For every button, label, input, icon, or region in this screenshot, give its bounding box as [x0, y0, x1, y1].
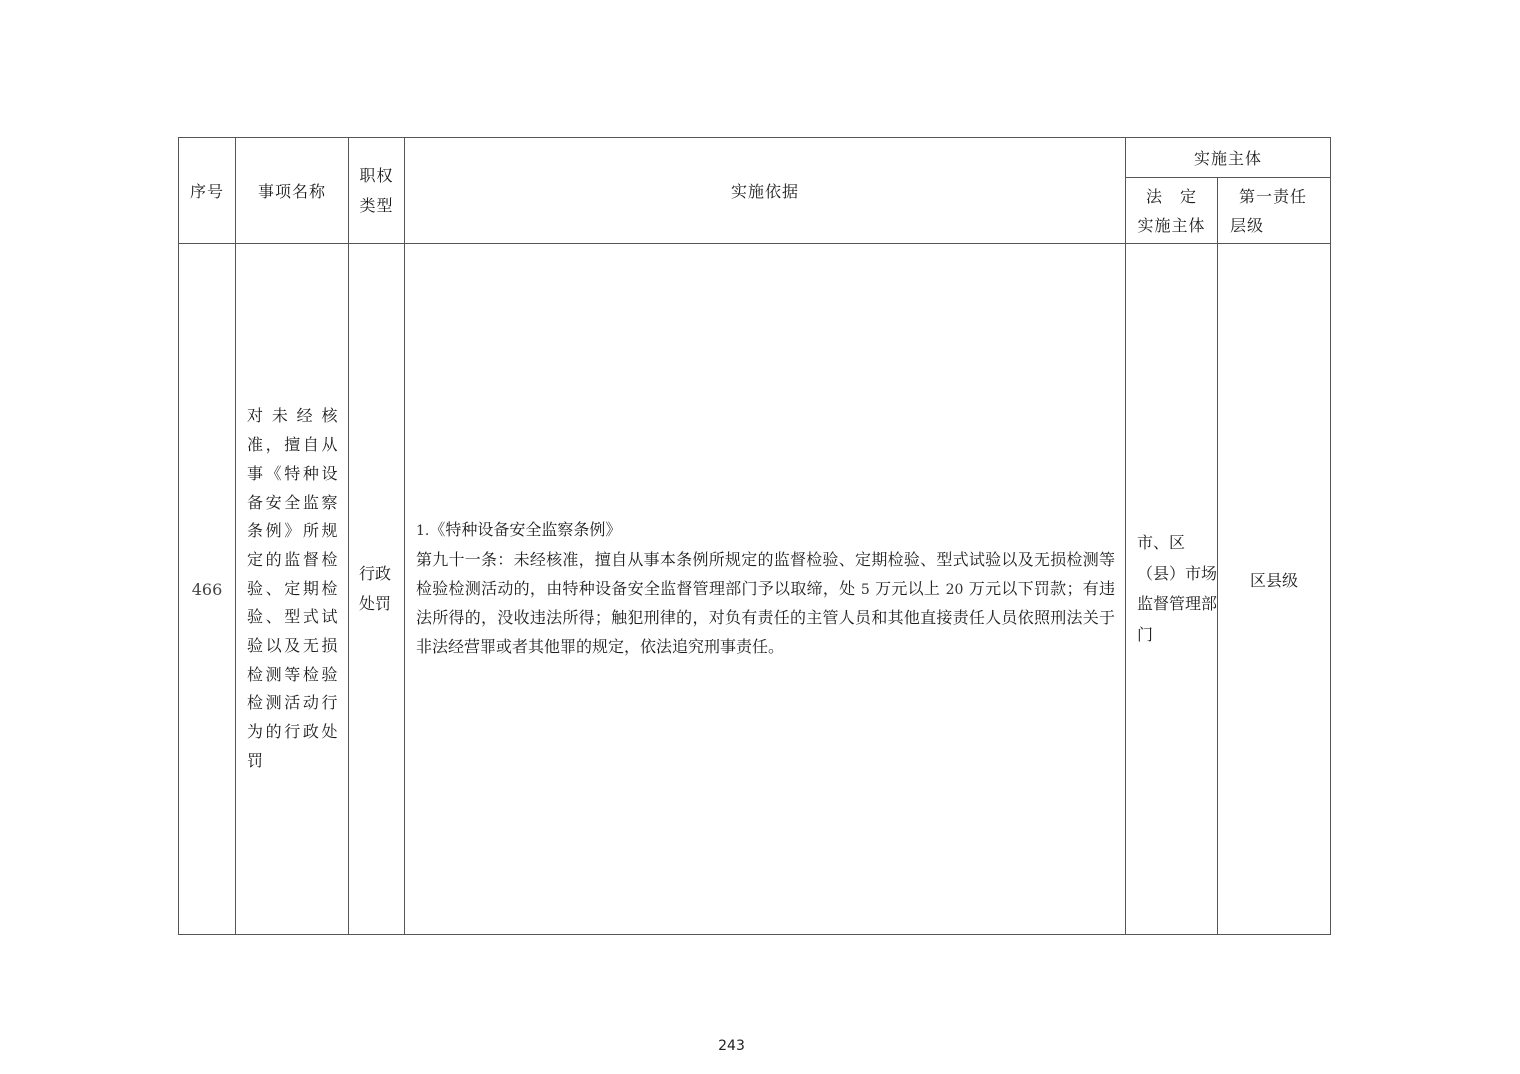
header-basis: 实施依据 [405, 138, 1126, 244]
page-number: 243 [718, 1038, 745, 1054]
row-item-name: 对未经核准，擅自从事《特种设备安全监察条例》所规定的监督检验、定期检验、型式试验以及无损检测等检验检测活动行为的行政处罚 [236, 244, 349, 935]
row-legal-subject: 市、区（县）市场监督管理部门 [1126, 244, 1218, 935]
header-first-level-line1: 第一责任 [1239, 186, 1308, 206]
header-first-level [1218, 178, 1331, 244]
basis-law-name: 《特种设备安全监察条例》 [429, 520, 622, 539]
basis-text-part2: 万元以上 [875, 578, 941, 598]
basis-text-part1: 第九十一条：未经核准，擅自从事本条例所规定的监督检验、定期检验、型式试验以及无损检测等检验检测活动的，由特种设备安全监督管理部门予以取缔，处 [416, 549, 1115, 598]
header-power-type [349, 138, 405, 244]
enforcement-table [178, 137, 1331, 935]
header-first-level-line2: 层级 [1230, 215, 1265, 235]
table-row [179, 244, 1331, 935]
header-legal-subject [1126, 178, 1218, 244]
basis-text-part3: 万元以下罚款；有违法所得的，没收违法所得；触犯刑律的，对负有责任的主管人员和其他直接责任人员依照刑法关于非法经营罪或者其他罪的规定，依法追究刑事责任。 [416, 578, 1115, 657]
header-power-type-line2: 类型 [359, 195, 394, 215]
header-legal-subject-line2: 实施主体 [1137, 215, 1206, 235]
header-serial: 序号 [179, 138, 236, 244]
header-subject-group: 实施主体 [1126, 138, 1331, 178]
row-serial: 466 [179, 244, 236, 935]
header-power-type-line1: 职权 [359, 165, 394, 185]
row-basis [405, 244, 1126, 935]
basis-law-title: 1.《特种设备安全监察条例》 [416, 520, 622, 539]
row-first-level: 区县级 [1218, 244, 1331, 935]
basis-amount-low: 5 [860, 581, 870, 598]
row-power-type: 行政处罚 [349, 244, 405, 935]
basis-amount-high: 20 [945, 581, 964, 598]
header-legal-subject-line1: 法 定 [1145, 186, 1197, 206]
header-item-name: 事项名称 [236, 138, 349, 244]
